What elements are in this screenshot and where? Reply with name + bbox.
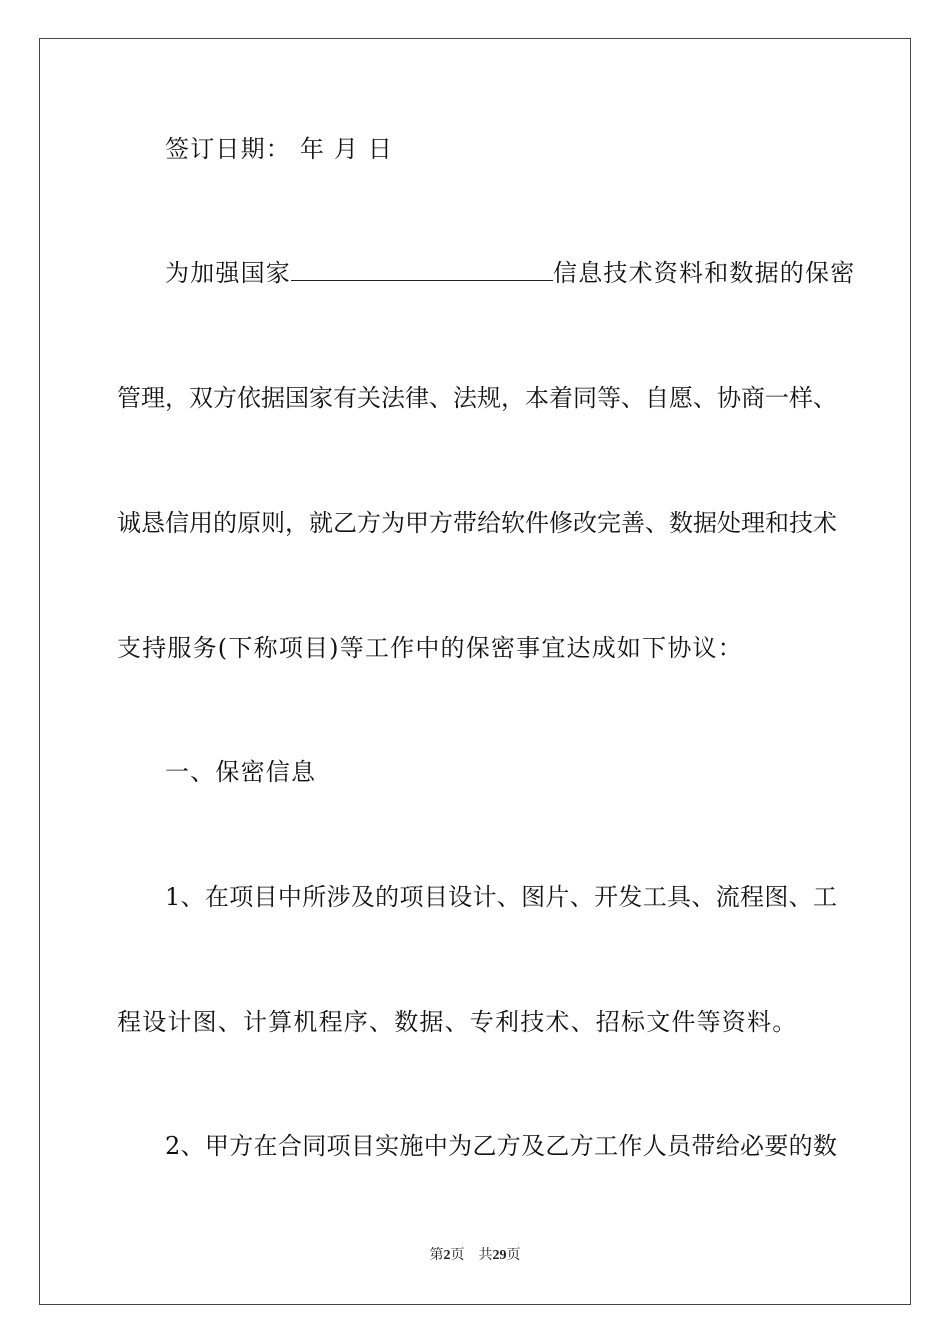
paragraph-1-line-4: 支持服务(下称项目)等工作中的保密事宜达成如下协议： xyxy=(117,634,743,662)
fill-in-blank xyxy=(291,258,553,281)
paragraph-1-prefix: 为加强国家 xyxy=(165,259,291,287)
item-1-line-1: 1、在项目中所涉及的项目设计、图片、开发工具、流程图、工 xyxy=(165,883,837,911)
paragraph-1-line-2: 管理，双方依据国家有关法律、法规，本着同等、自愿、协商一样、 xyxy=(117,384,837,412)
paragraph-1-line-1 xyxy=(165,257,856,289)
footer-page-unit: 页 xyxy=(450,1248,465,1263)
footer-page-current: 2 xyxy=(443,1248,451,1263)
item-2-line-1: 2、甲方在合同项目实施中为乙方及乙方工作人员带给必要的数 xyxy=(165,1132,837,1160)
paragraph-1-suffix: 信息技术资料和数据的保密 xyxy=(553,259,856,287)
section-1-heading: 一、保密信息 xyxy=(165,758,317,786)
page-border xyxy=(39,38,911,1305)
item-1-line-2: 程设计图、计算机程序、数据、专利技术、招标文件等资料。 xyxy=(117,1008,798,1036)
footer-page-total: 29 xyxy=(492,1248,507,1263)
footer-total-prefix: 共 xyxy=(478,1248,493,1263)
footer-page-prefix: 第 xyxy=(429,1248,444,1263)
signing-date-line: 签订日期： 年 月 日 xyxy=(165,135,394,163)
footer-total-unit: 页 xyxy=(506,1248,521,1263)
page-footer xyxy=(0,1246,950,1266)
paragraph-1-line-3: 诚恳信用的原则，就乙方为甲方带给软件修改完善、数据处理和技术 xyxy=(117,509,837,537)
